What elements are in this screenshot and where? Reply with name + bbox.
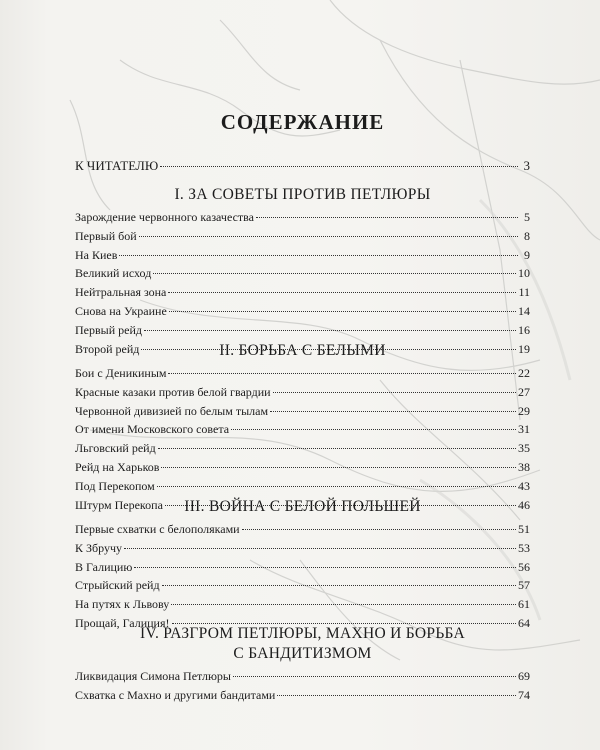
entry-label: Ликвидация Симона Петлюры: [75, 669, 231, 683]
dot-leader: [158, 448, 516, 449]
entry-label: Нейтральная зона: [75, 285, 167, 300]
dot-leader: [168, 292, 516, 293]
entry-page: 27: [518, 384, 530, 399]
entry-label: Зарождение червонного казачества: [75, 210, 254, 224]
entry-page: 31: [518, 422, 530, 437]
section-heading-line2: С БАНДИТИЗМОМ: [233, 645, 372, 662]
dot-leader: [231, 429, 516, 430]
entry-page: 53: [518, 540, 530, 555]
dot-leader: [124, 548, 516, 549]
list-item: [75, 227, 530, 246]
entry-page: 51: [518, 522, 530, 536]
list-item: [75, 576, 530, 595]
entry-label: Льговский рейд: [75, 441, 156, 456]
entry-label: Схватка с Махно и другими бандитами: [75, 687, 276, 702]
list-item: [75, 302, 530, 321]
section-heading: I. ЗА СОВЕТЫ ПРОТИВ ПЕТЛЮРЫ: [174, 186, 431, 203]
dot-leader: [256, 217, 518, 218]
section-heading: III. ВОЙНА С БЕЛОЙ ПОЛЬШЕЙ: [184, 498, 421, 515]
entry-label: Бои с Деникиным: [75, 366, 167, 380]
dot-leader: [277, 695, 516, 696]
dot-leader: [233, 676, 516, 677]
list-item: [75, 364, 530, 383]
list-item: [75, 264, 530, 283]
entry-page: 46: [518, 497, 530, 512]
dot-leader: [169, 311, 516, 312]
entry-page: 56: [518, 559, 530, 574]
entry-page: 16: [518, 322, 530, 337]
entry-label: Прощай, Галиция!: [75, 615, 170, 630]
section-2: [75, 341, 530, 514]
section-4: [75, 624, 530, 705]
entry-page: 22: [518, 366, 530, 380]
entry-label: Червонной дивизией по белым тылам: [75, 403, 269, 418]
section-3: [75, 497, 530, 633]
entry-page: 69: [518, 669, 530, 683]
list-item: [75, 246, 530, 265]
entry-page: 5: [524, 210, 530, 224]
entry-label: Второй рейд: [75, 341, 140, 356]
intro-entry: [75, 157, 530, 176]
list-item: [75, 283, 530, 302]
dot-leader: [153, 273, 516, 274]
entry-label: Рейд на Харьков: [75, 459, 160, 474]
list-item: [75, 477, 530, 496]
entry-label: Стрыйский рейд: [75, 578, 160, 593]
list-item: [75, 595, 530, 614]
entry-page: 29: [518, 403, 530, 418]
entry-page: 19: [518, 341, 530, 356]
entry-page: 61: [518, 597, 530, 612]
entry-page: 38: [518, 459, 530, 474]
dot-leader: [273, 392, 516, 393]
entry-label: Первые схватки с белополяками: [75, 522, 240, 536]
entry-label: Первый рейд: [75, 322, 142, 337]
page-title: СОДЕРЖАНИЕ: [220, 110, 385, 134]
entry-label: Под Перекопом: [75, 478, 155, 493]
entry-label: От имени Московского совета: [75, 422, 230, 437]
entry-page: 35: [518, 441, 530, 456]
entry-page: 43: [518, 478, 530, 493]
list-item: [75, 558, 530, 577]
list-item: [75, 458, 530, 477]
list-item: [75, 402, 530, 421]
list-item: [75, 520, 530, 539]
entry-page: 9: [524, 247, 530, 262]
dot-leader: [242, 529, 516, 530]
entry-label: На путях к Львову: [75, 597, 170, 612]
dot-leader: [162, 585, 516, 586]
entry-label: К Збручу: [75, 540, 122, 555]
entry-label: Великий исход: [75, 266, 152, 281]
dot-leader: [139, 236, 518, 237]
dot-leader: [134, 567, 516, 568]
section-heading: IV. РАЗГРОМ ПЕТЛЮРЫ, МАХНО И БОРЬБА: [139, 625, 466, 642]
section-heading: II. БОРЬБА С БЕЛЫМИ: [219, 342, 386, 359]
list-item: [75, 667, 530, 686]
section-1: [75, 185, 530, 358]
entry-label: В Галицию: [75, 559, 133, 574]
entry-page: 57: [518, 578, 530, 593]
entry-page: 10: [518, 266, 530, 281]
entry-label: Штурм Перекопа: [75, 497, 163, 512]
list-item: [75, 439, 530, 458]
list-item: [75, 208, 530, 227]
entry-label: Красные казаки против белой гвардии: [75, 384, 271, 399]
entry-page: 64: [518, 615, 530, 630]
entry-page: 3: [523, 158, 530, 173]
dot-leader: [270, 411, 516, 412]
dot-leader: [144, 330, 516, 331]
entry-page: 14: [518, 303, 530, 318]
dot-leader: [171, 604, 516, 605]
entry-label: К ЧИТАТЕЛЮ: [75, 158, 159, 173]
dot-leader: [119, 255, 518, 256]
entry-page: 8: [524, 228, 530, 243]
dot-leader: [157, 486, 516, 487]
entry-label: Снова на Украине: [75, 303, 167, 318]
entry-label: На Киев: [75, 247, 118, 262]
list-item: [75, 321, 530, 340]
dot-leader: [168, 373, 516, 374]
entry-page: 74: [518, 687, 530, 702]
list-item: [75, 686, 530, 705]
list-item: [75, 539, 530, 558]
list-item: [75, 383, 530, 402]
dot-leader: [161, 467, 516, 468]
entry-page: 11: [518, 285, 530, 300]
dot-leader: [160, 166, 518, 167]
list-item: [75, 420, 530, 439]
entry-label: Первый бой: [75, 228, 137, 243]
